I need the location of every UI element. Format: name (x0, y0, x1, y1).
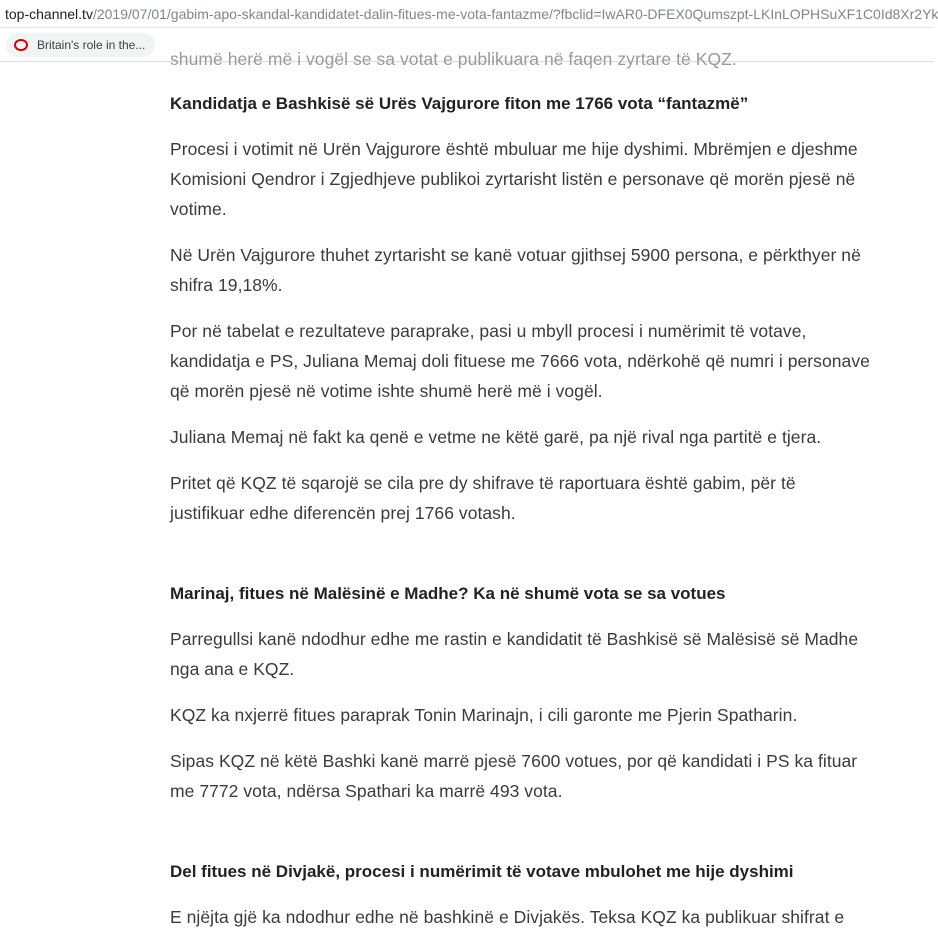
section-heading: Marinaj, fitues në Malësinë e Madhe? Ka në shumë vota se sa votues (170, 584, 726, 603)
url-host: top-channel.tv (5, 5, 93, 22)
bookmark-label: Britain's role in the... (37, 37, 146, 52)
page-viewport[interactable] (0, 49, 934, 952)
article-paragraph: Por në tabelat e rezultateve paraprake, pasi u mbyll procesi i numërimit të votave, kandidatja e PS, Juliana Memaj doli fituese me 7666 vota, ndërkohë që numri i personave që morën pjesë në votime ishte shumë herë më i vogël. (170, 321, 870, 401)
bookmark-favicon-icon (14, 39, 28, 51)
article-paragraph: Juliana Memaj në fakt ka qenë e vetme ne këtë garë, pa një rival nga partitë e tjera. (170, 427, 822, 447)
article-paragraph: Në Urën Vajgurore thuhet zyrtarisht se kanë votuar gjithsej 5900 persona, e përkthyer në shifra 19,18%. (170, 245, 861, 295)
address-bar[interactable] (0, 0, 938, 28)
section-heading: Del fitues në Divjakë, procesi i numërimit të votave mbulohet me hije dyshimi (170, 862, 794, 881)
article-paragraph: KQZ ka nxjerrë fitues paraprak Tonin Marinajn, i cili garonte me Pjerin Spatharin. (170, 705, 798, 725)
bookmark-item[interactable] (6, 33, 155, 57)
article-paragraph: Sipas KQZ në këtë Bashki kanë marrë pjesë 7600 votues, por që kandidati i PS ka fituar me 7772 vota, ndërsa Spathari ka marrë 493 vota. (170, 751, 858, 801)
article-paragraph: shumë herë më i vogël se sa votat e publikuara në faqen zyrtare të KQZ. (170, 49, 737, 69)
article-body (170, 44, 870, 948)
article-paragraph: Procesi i votimit në Urën Vajgurore është mbuluar me hije dyshimi. Mbrëmjen e djeshme Komisioni Qendror i Zgjedhjeve publikoi zyrtarisht listën e personave që morën pjesë në votime. (170, 139, 858, 219)
article-paragraph: Pritet që KQZ të sqarojë se cila pre dy shifrave të raportuara është gabim, për të justifikuar edhe diferencën prej 1766 votash. (170, 473, 796, 523)
article-paragraph: E njëjta gjë ka ndodhur edhe në bashkinë e Divjakës. Teksa KQZ ka publikuar shifrat e (170, 907, 845, 927)
url-path: /2019/07/01/gabim-apo-skandal-kandidatet-dalin-fitues-me-vota-fantazme/?fbclid=IwAR0-DFEX0Qumszpt-LKInLOPHSuXF1C0Id8Xr2Yk (92, 5, 938, 22)
article-paragraph: Parregullsi kanë ndodhur edhe me rastin e kandidatit të Bashkisë së Malësisë së Madhe nga ana e KQZ. (170, 629, 859, 679)
section-heading: Kandidatja e Bashkisë së Urës Vajgurore fiton me 1766 vota “fantazmë” (170, 94, 749, 113)
